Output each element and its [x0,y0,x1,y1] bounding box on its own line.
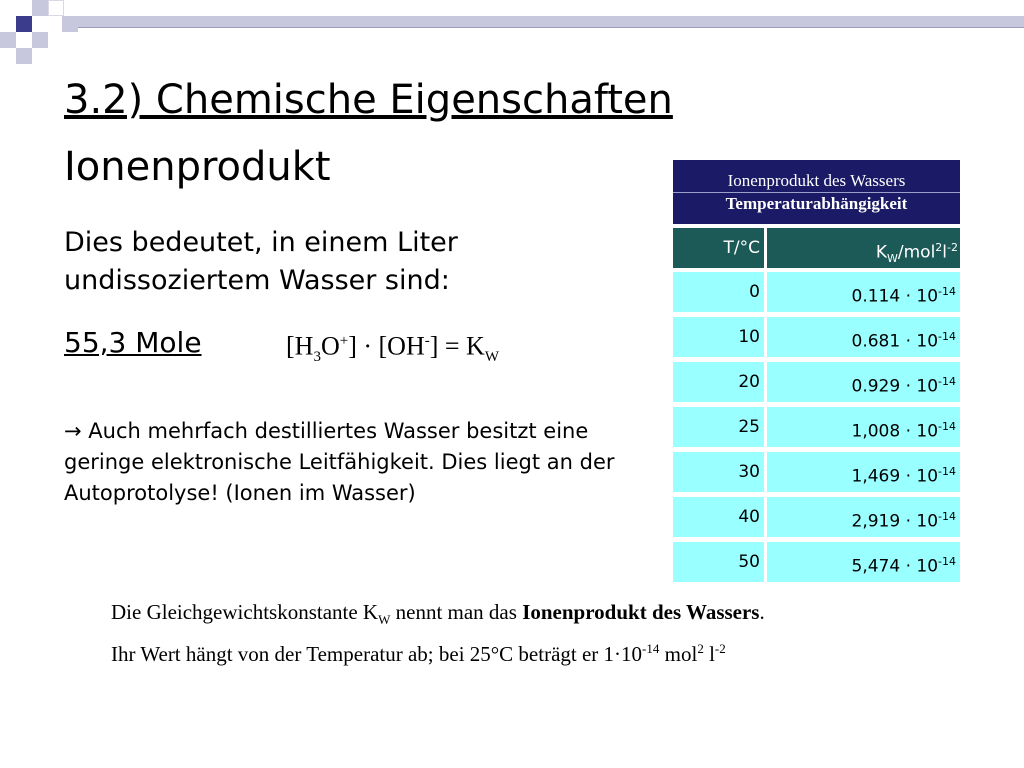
formula-sub: 3 [313,348,321,365]
column-header-temperature: T/°C [673,228,764,268]
kw-exponent: -14 [938,330,956,343]
arrow-icon: → [64,419,82,443]
column-header-kw [767,228,960,268]
kw-cell [767,497,960,537]
header-text: K [875,242,887,263]
explanation-text: mol [659,642,698,667]
explanation-text: Die Gleichgewichtskonstante K [111,600,379,624]
temperature-cell: 10 [673,317,764,357]
deco-square [32,0,48,16]
formula-text: ] = K [429,331,485,361]
kw-cell [767,272,960,312]
formula-text: [H [286,331,314,361]
note-text: Auch mehrfach destilliertes Wasser besitzt eine geringe elektronische Leitfähigkeit. Dies liegt an der Autoprotolyse! (Ionen im Wasser) [64,419,615,505]
deco-square [62,16,78,32]
deco-square [48,0,64,16]
deco-square [16,48,32,64]
kw-explanation [111,598,771,669]
temperature-cell: 25 [673,407,764,447]
table-title-line1: Ionenprodukt des Wassers [727,171,906,190]
deco-square [32,32,48,48]
kw-exponent: -14 [938,420,956,433]
table-title [673,160,960,224]
header-sup: -2 [947,241,958,254]
kw-value: 2,919 · 10 [851,511,939,532]
explanation-text: l [703,642,715,667]
kw-exponent: -14 [938,375,956,388]
explanation-sup: -2 [714,641,726,657]
autoprotolyse-note [64,416,624,509]
explanation-sup: -14 [642,641,660,657]
explanation-sub: W [378,612,391,628]
paragraph-liter: Dies bedeutet, in einem Liter undissoziertem Wasser sind: [64,227,458,296]
temperature-cell: 30 [673,452,764,492]
kw-value: 0.681 · 10 [851,331,939,352]
formula-sup: + [339,333,349,349]
kw-exponent: -14 [938,510,956,523]
kw-exponent: -14 [938,555,956,568]
kw-formula [286,324,499,374]
kw-cell [767,542,960,582]
header-text: l [942,242,948,263]
kw-value: 5,474 · 10 [851,556,939,577]
header-text: /mol [897,242,936,263]
explanation-text: . Ihr Wert hängt von der Temperatur ab; bei 25°C beträgt er 1·10 [111,600,765,667]
kw-cell [767,362,960,402]
table-title-line2: Temperaturabhängigkeit [725,194,908,213]
deco-square [0,32,16,48]
formula-text: O [320,331,340,361]
formula-text: ] · [OH [348,331,425,361]
kw-cell [767,317,960,357]
kw-exponent: -14 [938,285,956,298]
kw-value: 1,008 · 10 [851,421,939,442]
kw-cell [767,452,960,492]
kw-cell [767,407,960,447]
kw-exponent: -14 [938,465,956,478]
deco-square [16,16,32,32]
mole-value: 55,3 Mole [64,326,202,359]
header-sub: W [886,252,898,266]
explanation-bold: Ionenprodukt des Wassers [522,600,760,624]
kw-value: 0.114 · 10 [851,286,939,307]
explanation-sup: 2 [697,641,704,657]
kw-value: 1,469 · 10 [851,466,939,487]
temperature-cell: 0 [673,272,764,312]
header-sup: 2 [935,241,943,254]
temperature-cell: 40 [673,497,764,537]
top-bar [78,16,1024,27]
top-bar-line [78,27,1024,28]
formula-sup: - [424,333,430,349]
kw-value: 0.929 · 10 [851,376,939,397]
slide-subtitle: Ionenprodukt [64,144,331,190]
temperature-cell: 50 [673,542,764,582]
explanation-text: nennt man das [390,600,523,624]
slide-title: 3.2) Chemische Eigenschaften [64,77,673,123]
formula-sub: W [484,348,499,365]
temperature-cell: 20 [673,362,764,402]
